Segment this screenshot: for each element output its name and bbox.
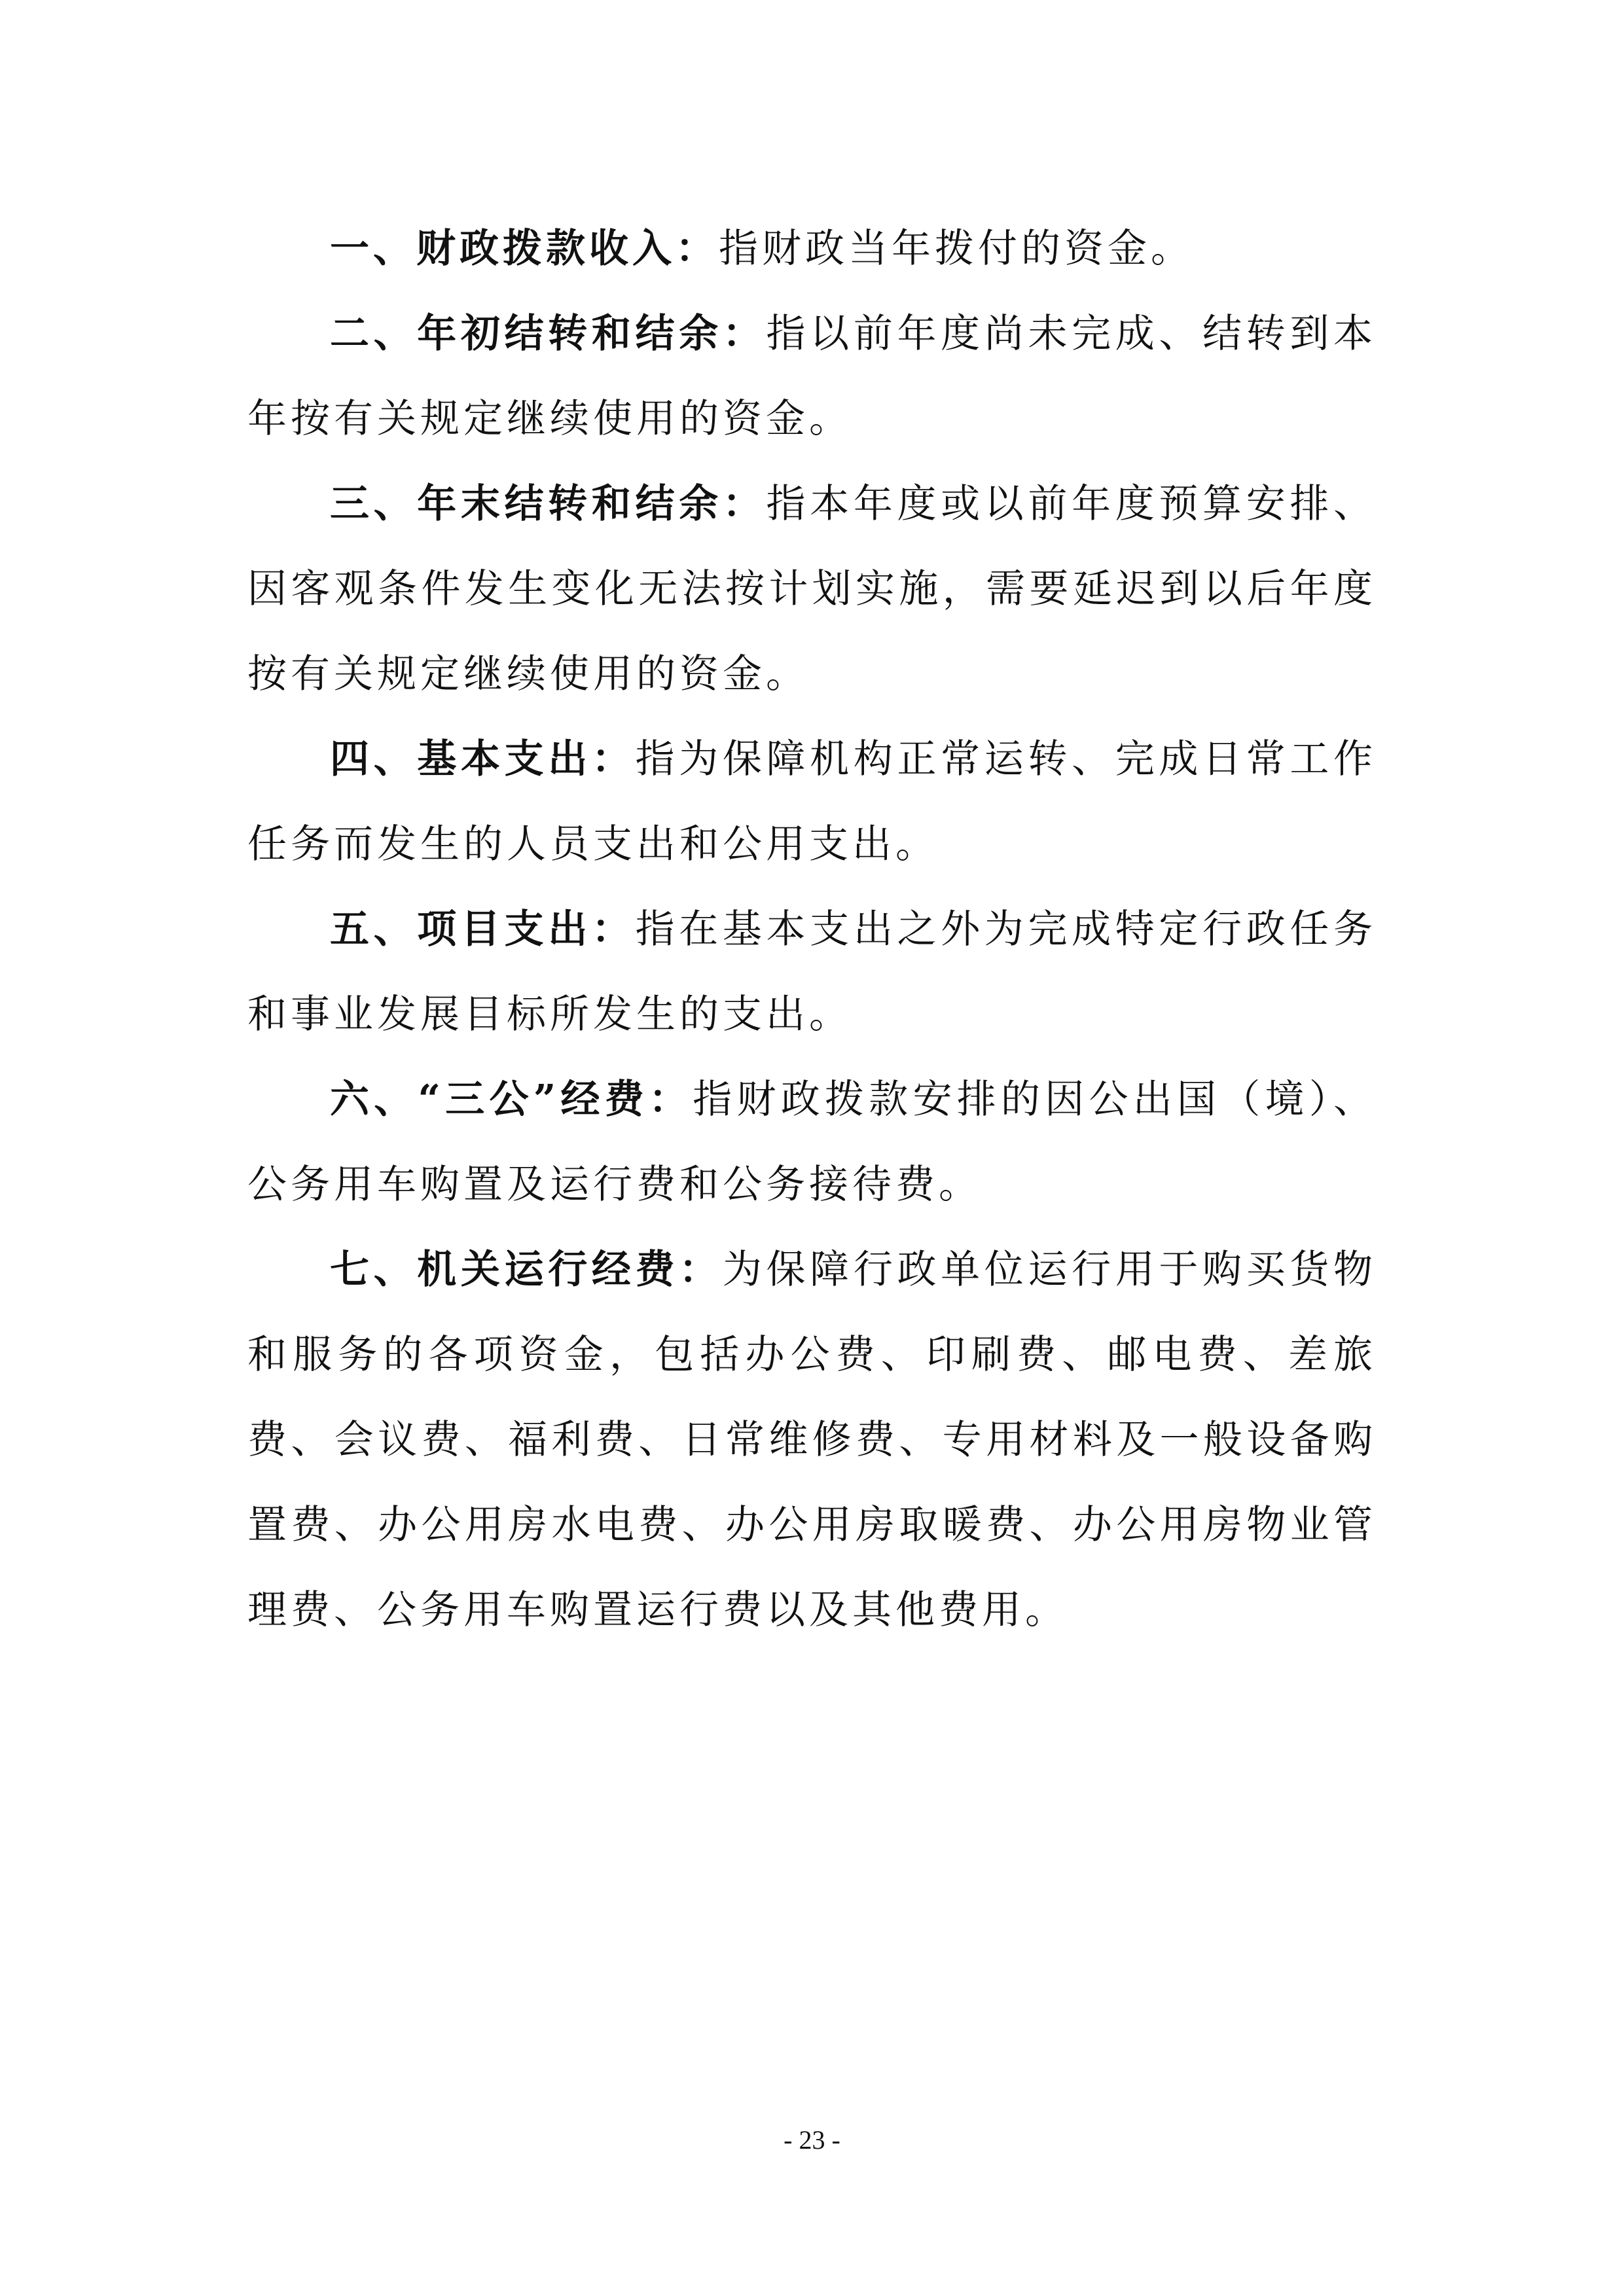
- definition-term: 七、机关运行经费：: [330, 1247, 723, 1293]
- definition-text: 指以前年度尚未完成、结转到本年按有关规定继续使用的资金。: [247, 311, 1377, 442]
- definition-text: 指为保障机构正常运转、完成日常工作任务而发生的人员支出和公用支出。: [247, 736, 1377, 867]
- definition-paragraph: [247, 1227, 1377, 1653]
- definition-term: 五、项目支出：: [330, 906, 636, 952]
- definition-paragraph: [247, 291, 1377, 461]
- definition-term: 二、年初结转和结余：: [330, 311, 767, 357]
- definitions-list: [247, 206, 1377, 1653]
- definition-text: 为保障行政单位运行用于购买货物和服务的各项资金，包括办公费、印刷费、邮电费、差旅费、会议费、福利费、日常维修费、专用材料及一般设备购置费、办公用房水电费、办公用房取暖费、办公用房物业管理费、公务用车购置运行费以及其他费用。: [247, 1247, 1377, 1633]
- definition-text: 指在基本支出之外为完成特定行政任务和事业发展目标所发生的支出。: [247, 906, 1377, 1037]
- definition-term: 一、财政拨款收入：: [330, 226, 719, 272]
- definition-text: 指财政拨款安排的因公出国（境）、公务用车购置及运行费和公务接待费。: [247, 1077, 1377, 1208]
- definition-term: 六、“三公”经费：: [330, 1077, 693, 1122]
- definition-paragraph: [247, 887, 1377, 1057]
- definition-paragraph: [247, 717, 1377, 887]
- definition-text: 指本年度或以前年度预算安排、因客观条件发生变化无法按计划实施，需要延迟到以后年度按有关规定继续使用的资金。: [247, 481, 1377, 697]
- definition-paragraph: [247, 1057, 1377, 1227]
- page-number: - 23 -: [784, 2125, 840, 2155]
- definition-term: 三、年末结转和结余：: [330, 481, 767, 527]
- definition-paragraph: [247, 461, 1377, 717]
- definition-text: 指财政当年拨付的资金。: [719, 226, 1194, 272]
- definition-term: 四、基本支出：: [330, 736, 636, 782]
- definition-paragraph: [247, 206, 1377, 291]
